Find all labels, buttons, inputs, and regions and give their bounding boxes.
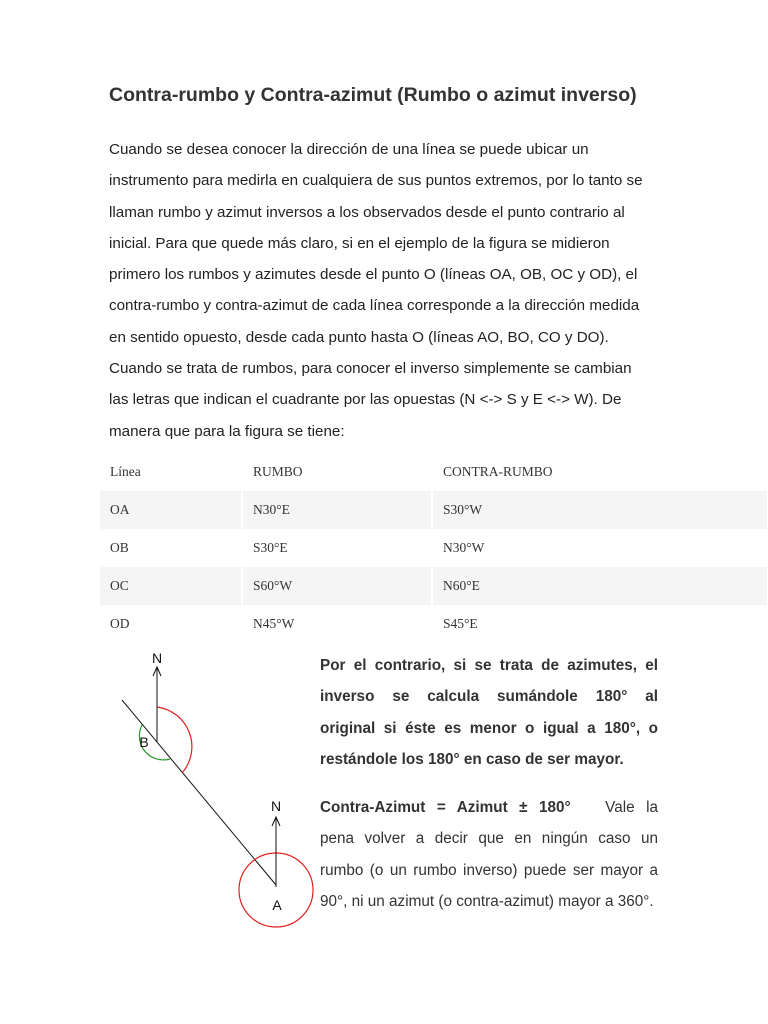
- intro-line: instrumento para medirla en cualquiera de sus puntos extremos, por lo tanto se: [109, 172, 643, 190]
- azimut-line: inverso se calcula sumándole 180° al: [320, 688, 658, 706]
- formula-line: [320, 792, 658, 823]
- label-a: A: [272, 897, 282, 913]
- rumbos-table: [100, 453, 768, 643]
- intro-line: primero los rumbos y azimutes desde el punto O (líneas OA, OB, OC y OD), el: [109, 266, 638, 284]
- label-n-top: N: [151, 650, 163, 666]
- table-row: [100, 491, 768, 529]
- azimut-line: Por el contrario, si se trata de azimutes, el: [320, 657, 658, 674]
- azimut-diagram: [110, 645, 315, 935]
- cell-contra-rumbo: N30°W: [432, 529, 768, 567]
- column-header-rumbo: RUMBO: [242, 453, 432, 491]
- final-line: Vale la: [605, 799, 659, 817]
- final-line: rumbo (o un rumbo inverso) puede ser mayor a: [320, 861, 658, 879]
- azimut-paragraph: [320, 650, 658, 775]
- formula: Contra-Azimut = Azimut ± 180°: [320, 799, 571, 817]
- cell-contra-rumbo: S30°W: [432, 491, 768, 529]
- intro-line: Cuando se desea conocer la dirección de una línea se puede ubicar un: [109, 141, 589, 158]
- cell-rumbo: S30°E: [242, 529, 432, 567]
- intro-paragraph: [109, 134, 669, 447]
- cell-rumbo: S60°W: [242, 567, 432, 605]
- table-row: [100, 529, 768, 567]
- azimut-line: restándole los 180° en caso de ser mayor.: [320, 750, 624, 768]
- cell-linea: OC: [100, 567, 242, 605]
- formula-paragraph: [320, 792, 658, 917]
- final-line: 90°, ni un azimut (o contra-azimut) mayor a 360°.: [320, 893, 654, 911]
- line-b-a: [122, 700, 276, 885]
- intro-line: Cuando se trata de rumbos, para conocer el inverso simplemente se cambian: [109, 360, 632, 378]
- cell-contra-rumbo: S45°E: [432, 605, 768, 643]
- intro-line: llaman rumbo y azimut inversos a los observados desde el punto contrario al: [109, 203, 625, 221]
- azimut-explanation: [320, 650, 658, 917]
- intro-line: en sentido opuesto, desde cada punto hasta O (líneas AO, BO, CO y DO).: [109, 328, 609, 346]
- azimut-line: original si éste es menor o igual a 180°, o: [320, 719, 658, 737]
- final-line: pena volver a decir que en ningún caso un: [320, 830, 658, 848]
- page-title: Contra-rumbo y Contra-azimut (Rumbo o azimut inverso): [109, 84, 637, 106]
- cell-rumbo: N30°E: [242, 491, 432, 529]
- cell-linea: OA: [100, 491, 242, 529]
- table-row: [100, 605, 768, 643]
- cell-linea: OB: [100, 529, 242, 567]
- table-row: [100, 567, 768, 605]
- intro-line: las letras que indican el cuadrante por las opuestas (N <-> S y E <-> W). De: [109, 391, 622, 409]
- intro-line: inicial. Para que quede más claro, si en el ejemplo de la figura se midieron: [109, 234, 610, 252]
- column-header-contra-rumbo: CONTRA-RUMBO: [432, 453, 768, 491]
- cell-linea: OD: [100, 605, 242, 643]
- intro-line: manera que para la figura se tiene:: [109, 422, 345, 440]
- intro-line: contra-rumbo y contra-azimut de cada línea corresponde a la dirección medida: [109, 297, 640, 315]
- column-header-linea: Línea: [100, 453, 242, 491]
- cell-rumbo: N45°W: [242, 605, 432, 643]
- label-b: B: [139, 734, 149, 750]
- table-header-row: [100, 453, 768, 491]
- cell-contra-rumbo: N60°E: [432, 567, 768, 605]
- label-n-bottom: N: [270, 798, 282, 814]
